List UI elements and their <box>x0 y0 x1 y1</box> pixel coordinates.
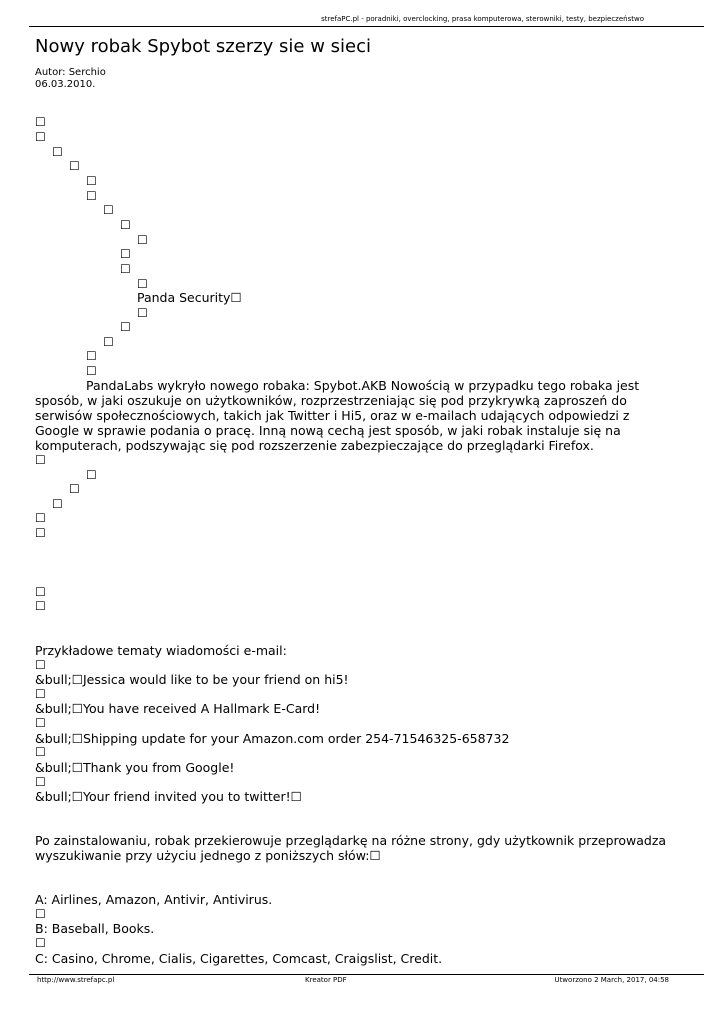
placeholder-box: ☐ <box>35 585 46 599</box>
placeholder-box: ☐ <box>35 658 46 672</box>
placeholder-box: ☐ <box>35 453 46 467</box>
footer-divider <box>29 974 704 975</box>
keyword-line: A: Airlines, Amazon, Antivir, Antivirus. <box>35 892 273 907</box>
placeholder-box: ☐ <box>35 599 46 613</box>
placeholder-box: ☐ <box>86 189 97 203</box>
placeholder-box: ☐ <box>35 745 46 759</box>
example-item: &bull;☐You have received A Hallmark E-Card! <box>35 701 321 716</box>
redirect-paragraph: Po zainstalowaniu, robak przekierowuje przeglądarkę na różne strony, gdy użytkownik przeprowadza wyszukiwanie przy użyciu jednego z poniższych słów:☐ <box>35 833 667 863</box>
placeholder-box: ☐ <box>137 306 148 320</box>
article-author: Autor: Serchio <box>35 67 106 78</box>
placeholder-box: ☐ <box>35 511 46 525</box>
article-date: 06.03.2010. <box>35 79 96 90</box>
placeholder-box: ☐ <box>103 203 114 217</box>
example-item: &bull;☐Jessica would like to be your friend on hi5! <box>35 672 349 687</box>
example-item: &bull;☐Shipping update for your Amazon.com order 254-71546325-658732 <box>35 731 510 746</box>
placeholder-box: ☐ <box>35 907 46 921</box>
example-item: &bull;☐Your friend invited you to twitter!☐ <box>35 789 302 804</box>
placeholder-box: ☐ <box>103 335 114 349</box>
placeholder-box: ☐ <box>35 115 46 129</box>
header-divider <box>29 26 704 27</box>
placeholder-box: ☐ <box>35 687 46 701</box>
intro-paragraph <box>35 378 675 453</box>
placeholder-box: ☐ <box>35 775 46 789</box>
placeholder-box: ☐ <box>137 277 148 291</box>
placeholder-box: ☐ <box>86 349 97 363</box>
placeholder-box: ☐ <box>120 262 131 276</box>
placeholder-box: ☐ <box>137 233 148 247</box>
footer-url: http://www.strefapc.pl <box>37 976 115 984</box>
examples-heading: Przykładowe tematy wiadomości e-mail: <box>35 643 287 658</box>
placeholder-box: ☐ <box>69 482 80 496</box>
footer-created: Utworzono 2 March, 2017, 04:58 <box>554 976 669 984</box>
intro-text: PandaLabs wykryło nowego robaka: Spybot.AKB Nowością w przypadku tego robaka jest sposób, w jaki oszukuje on użytkowników, rozprzestrzeniając się pod przykrywką zaproszeń do serwisów społecznościowych, takich jak Twitter i Hi5, oraz w e-mailach udających odpowiedzi z Google w sprawie podania o pracę. Inną nową cechą jest sposób, w jaki robak instaluje się na komputerach, podszywając się pod rozszerzenie zabezpieczające do przeglądarki Firefox. <box>35 378 640 453</box>
keyword-line: B: Baseball, Books. <box>35 921 155 936</box>
placeholder-box: ☐ <box>35 526 46 540</box>
header-site-text: strefaPC.pl - poradniki, overclocking, prasa komputerowa, sterowniki, testy, bezpieczeństwo <box>321 15 644 23</box>
example-item: &bull;☐Thank you from Google! <box>35 760 235 775</box>
placeholder-box: ☐ <box>35 716 46 730</box>
footer-creator: Kreator PDF <box>305 976 347 984</box>
placeholder-box: ☐ <box>86 468 97 482</box>
placeholder-box: ☐ <box>35 130 46 144</box>
placeholder-box: ☐ <box>35 936 46 950</box>
placeholder-box: ☐ <box>52 145 63 159</box>
placeholder-box: ☐ <box>52 497 63 511</box>
placeholder-box: ☐ <box>69 159 80 173</box>
placeholder-box: ☐ <box>86 174 97 188</box>
placeholder-box: ☐ <box>86 364 97 378</box>
placeholder-box: ☐ <box>120 218 131 232</box>
panda-security-label: Panda Security☐ <box>137 290 242 305</box>
article-title: Nowy robak Spybot szerzy sie w sieci <box>35 36 372 57</box>
placeholder-box: ☐ <box>120 247 131 261</box>
placeholder-box: ☐ <box>120 320 131 334</box>
keyword-line: C: Casino, Chrome, Cialis, Cigarettes, Comcast, Craigslist, Credit. <box>35 951 443 966</box>
